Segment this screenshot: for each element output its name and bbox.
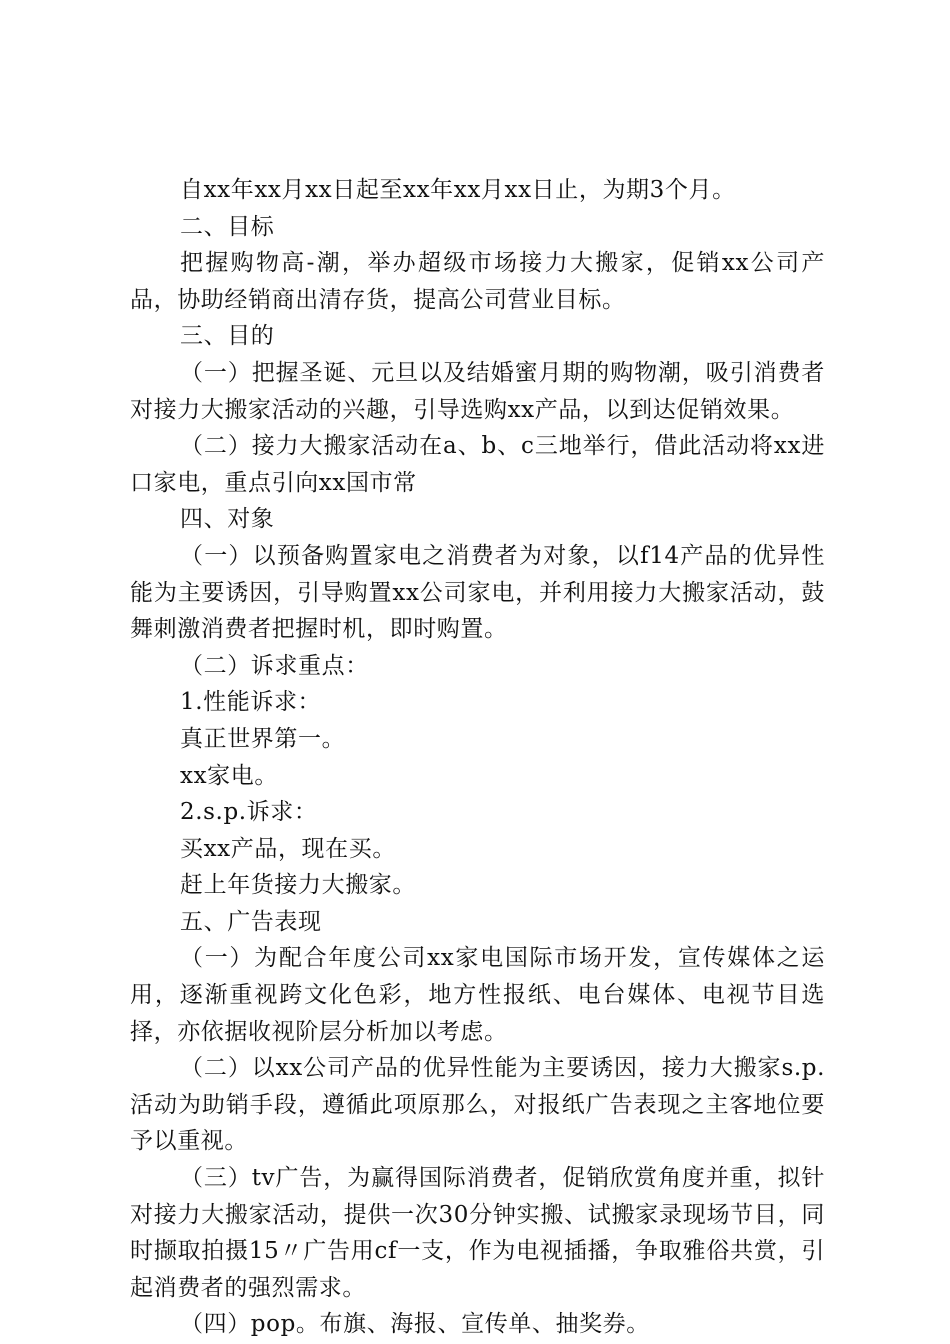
paragraph-appeal-performance: 1.性能诉求： xyxy=(180,689,322,716)
document-body xyxy=(130,172,825,1343)
paragraph-appeal-line-1: 真正世界第一。 xyxy=(180,725,346,752)
paragraph-period: 自xx年xx月xx日起至xx年xx月xx日止，为期3个月。 xyxy=(180,177,736,203)
paragraph-appeal-line-4: 赶上年货接力大搬家。 xyxy=(180,872,416,899)
paragraph-appeal-sp: 2.s.p.诉求： xyxy=(180,799,318,826)
heading-goal: 二、目标 xyxy=(180,213,275,240)
paragraph-ad-3: （三）tv广告，为赢得国际消费者，促销欣赏角度并重，拟针对接力大搬家活动，提供一次30分钟实搬、试搬家录现场节目，同时撷取拍摄15〃广告用cf一支，作为电视插播，争取雅俗共赏，引起消费者的强烈需求。 xyxy=(130,1165,825,1301)
paragraph-target-2: （二）诉求重点： xyxy=(180,652,369,679)
paragraph-appeal-line-3: 买xx产品，现在买。 xyxy=(180,835,396,862)
paragraph-ad-1: （一）为配合年度公司xx家电国际市场开发，宣传媒体之运用，逐渐重视跨文化色彩，地方性报纸、电台媒体、电视节目选择，亦依据收视阶层分析加以考虑。 xyxy=(130,945,825,1045)
paragraph-target-1: （一）以预备购置家电之消费者为对象，以f14产品的优异性能为主要诱因，引导购置xx公司家电，并利用接力大搬家活动，鼓舞刺激消费者把握时机，即时购置。 xyxy=(130,542,825,643)
paragraph-appeal-line-2: xx家电。 xyxy=(180,762,278,789)
paragraph-purpose-1: （一）把握圣诞、元旦以及结婚蜜月期的购物潮，吸引消费者对接力大搬家活动的兴趣，引导选购xx产品，以到达促销效果。 xyxy=(130,359,825,423)
heading-purpose: 三、目的 xyxy=(180,323,275,350)
paragraph-purpose-2: （二）接力大搬家活动在a、b、c三地举行，借此活动将xx进口家电，重点引向xx国市常 xyxy=(130,433,825,496)
paragraph-ad-2: （二）以xx公司产品的优异性能为主要诱因，接力大搬家s.p.活动为助销手段，遵循此项原那么，对报纸广告表现之主客地位要予以重视。 xyxy=(130,1055,825,1155)
paragraph-goal: 把握购物高-潮，举办超级市场接力大搬家，促销xx公司产品，协助经销商出清存货，提高公司营业目标。 xyxy=(130,250,825,313)
paragraph-ad-4: （四）pop。布旗、海报、宣传单、抽奖券。 xyxy=(180,1311,650,1338)
heading-target: 四、对象 xyxy=(180,506,275,533)
heading-ad-expression: 五、广告表现 xyxy=(180,908,322,935)
